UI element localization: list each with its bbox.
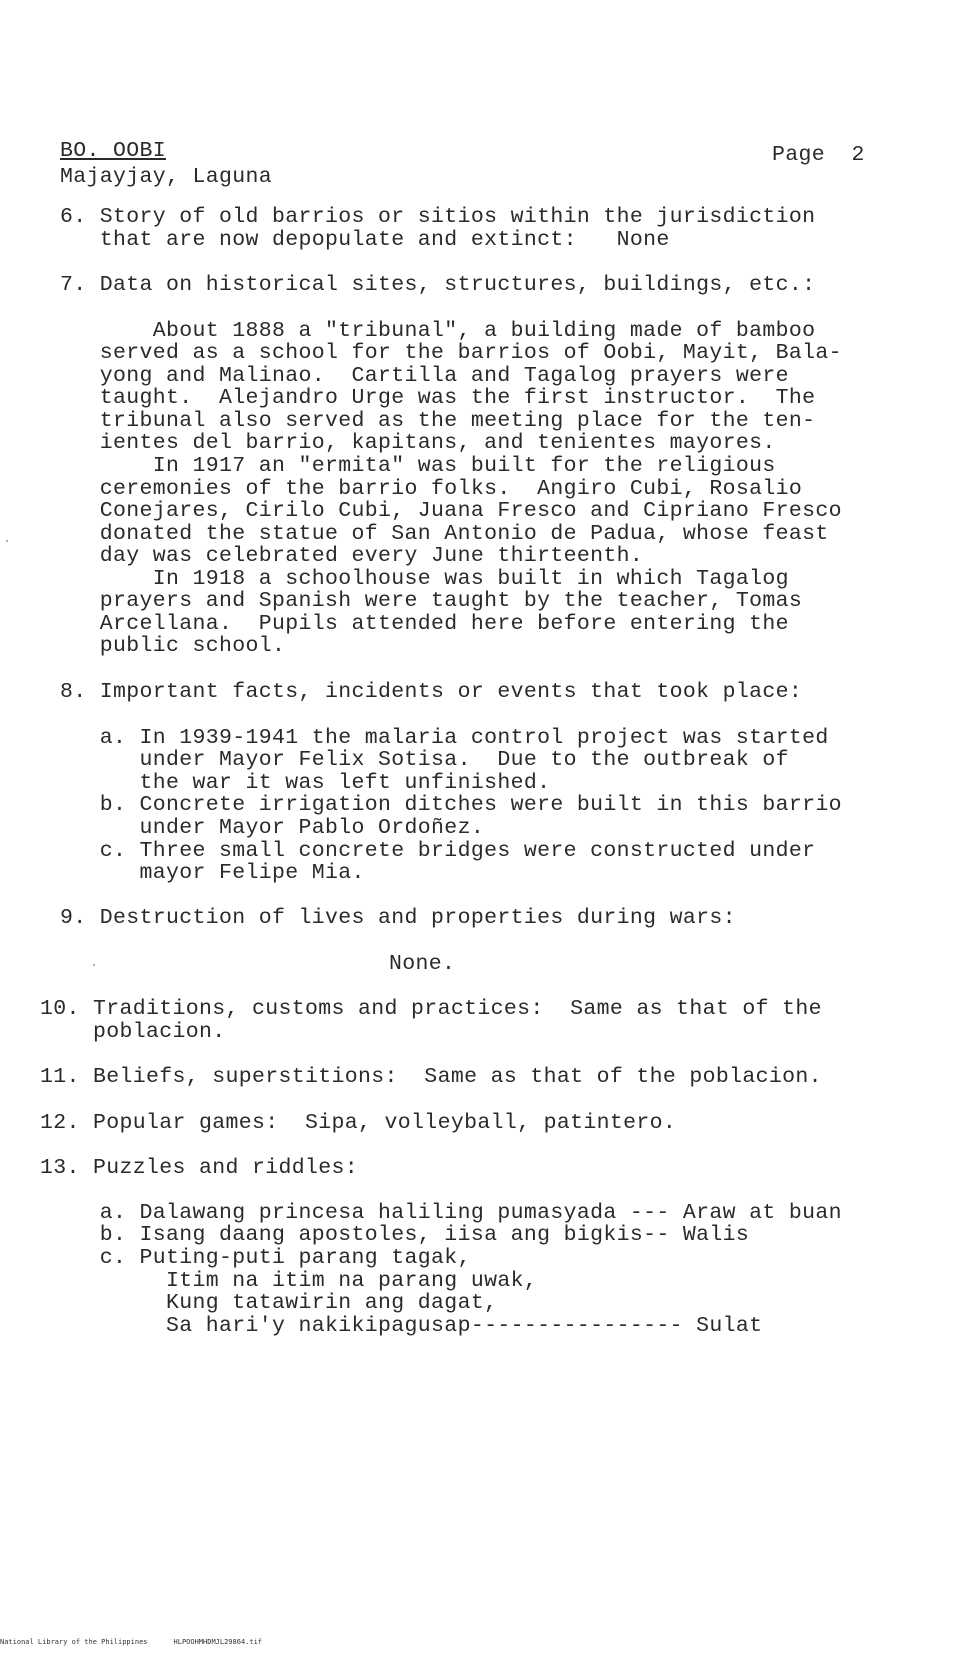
text-line: tribunal also served as the meeting place for the ten- bbox=[60, 409, 816, 433]
text-line: yong and Malinao. Cartilla and Tagalog prayers were bbox=[60, 364, 789, 388]
text-line: 12. Popular games: Sipa, volleyball, patintero. bbox=[40, 1111, 677, 1135]
text-line: a. In 1939-1941 the malaria control project was started bbox=[60, 726, 829, 750]
text-line: Kung tatawirin ang dagat, bbox=[60, 1291, 498, 1315]
text-line: b. Concrete irrigation ditches were built in this barrio bbox=[60, 793, 842, 817]
text-line: that are now depopulate and extinct: None bbox=[60, 228, 670, 252]
text-line: public school. bbox=[60, 634, 286, 658]
text-line: About 1888 a "tribunal", a building made of bamboo bbox=[60, 319, 816, 343]
library-credit: National Library of the Philippines bbox=[0, 1638, 148, 1646]
text-line: 13. Puzzles and riddles: bbox=[40, 1156, 359, 1180]
text-line: None. bbox=[389, 952, 456, 976]
text-line: Conejares, Cirilo Cubi, Juana Fresco and Cipriano Fresco bbox=[60, 499, 842, 523]
text-line: Arcellana. Pupils attended here before entering the bbox=[60, 612, 789, 636]
text-line: the war it was left unfinished. bbox=[60, 771, 551, 795]
text-line: mayor Felipe Mia. bbox=[60, 861, 365, 885]
text-line: 7. Data on historical sites, structures, buildings, etc.: bbox=[60, 273, 816, 297]
text-line: day was celebrated every June thirteenth. bbox=[60, 544, 644, 568]
text-line: b. Isang daang apostoles, iisa ang bigkis-- Walis bbox=[60, 1223, 750, 1247]
text-line: c. Puting-puti parang tagak, bbox=[60, 1246, 471, 1270]
text-line: 6. Story of old barrios or sitios within the jurisdiction bbox=[60, 205, 816, 229]
municipality-subtitle: Majayjay, Laguna bbox=[60, 165, 273, 189]
text-line: 10. Traditions, customs and practices: Same as that of the bbox=[40, 997, 822, 1021]
scan-speck bbox=[6, 540, 8, 542]
text-line: taught. Alejandro Urge was the first instructor. The bbox=[60, 386, 816, 410]
text-line: under Mayor Felix Sotisa. Due to the outbreak of bbox=[60, 748, 789, 772]
text-line: ceremonies of the barrio folks. Angiro Cubi, Rosalio bbox=[60, 477, 803, 501]
text-line: 8. Important facts, incidents or events that took place: bbox=[60, 680, 803, 704]
text-line: Sa hari'y nakikipagusap---------------- Sulat bbox=[60, 1314, 763, 1338]
text-line: a. Dalawang princesa haliling pumasyada --- Araw at buan bbox=[60, 1201, 842, 1225]
text-line: poblacion. bbox=[40, 1020, 226, 1044]
barrio-title: BO. OOBI bbox=[60, 139, 167, 163]
text-line: In 1918 a schoolhouse was built in which Tagalog bbox=[60, 567, 789, 591]
text-line: In 1917 an "ermita" was built for the religious bbox=[60, 454, 776, 478]
text-line: ientes del barrio, kapitans, and tenientes mayores. bbox=[60, 431, 776, 455]
text-line: Itim na itim na parang uwak, bbox=[60, 1269, 538, 1293]
scan-footer bbox=[0, 1638, 288, 1646]
text-line: 11. Beliefs, superstitions: Same as that of the poblacion. bbox=[40, 1065, 822, 1089]
text-line: served as a school for the barrios of Oobi, Mayit, Bala- bbox=[60, 341, 842, 365]
text-line: prayers and Spanish were taught by the teacher, Tomas bbox=[60, 589, 803, 613]
page-number: Page 2 bbox=[772, 143, 865, 167]
text-line: c. Three small concrete bridges were constructed under bbox=[60, 839, 816, 863]
text-line: 9. Destruction of lives and properties during wars: bbox=[60, 906, 736, 930]
text-line: under Mayor Pablo Ordoñez. bbox=[60, 816, 485, 840]
text-line: donated the statue of San Antonio de Padua, whose feast bbox=[60, 522, 829, 546]
scan-filename: HLPOOHMHDMJL29864.tif bbox=[173, 1638, 263, 1646]
scan-speck bbox=[93, 964, 95, 966]
